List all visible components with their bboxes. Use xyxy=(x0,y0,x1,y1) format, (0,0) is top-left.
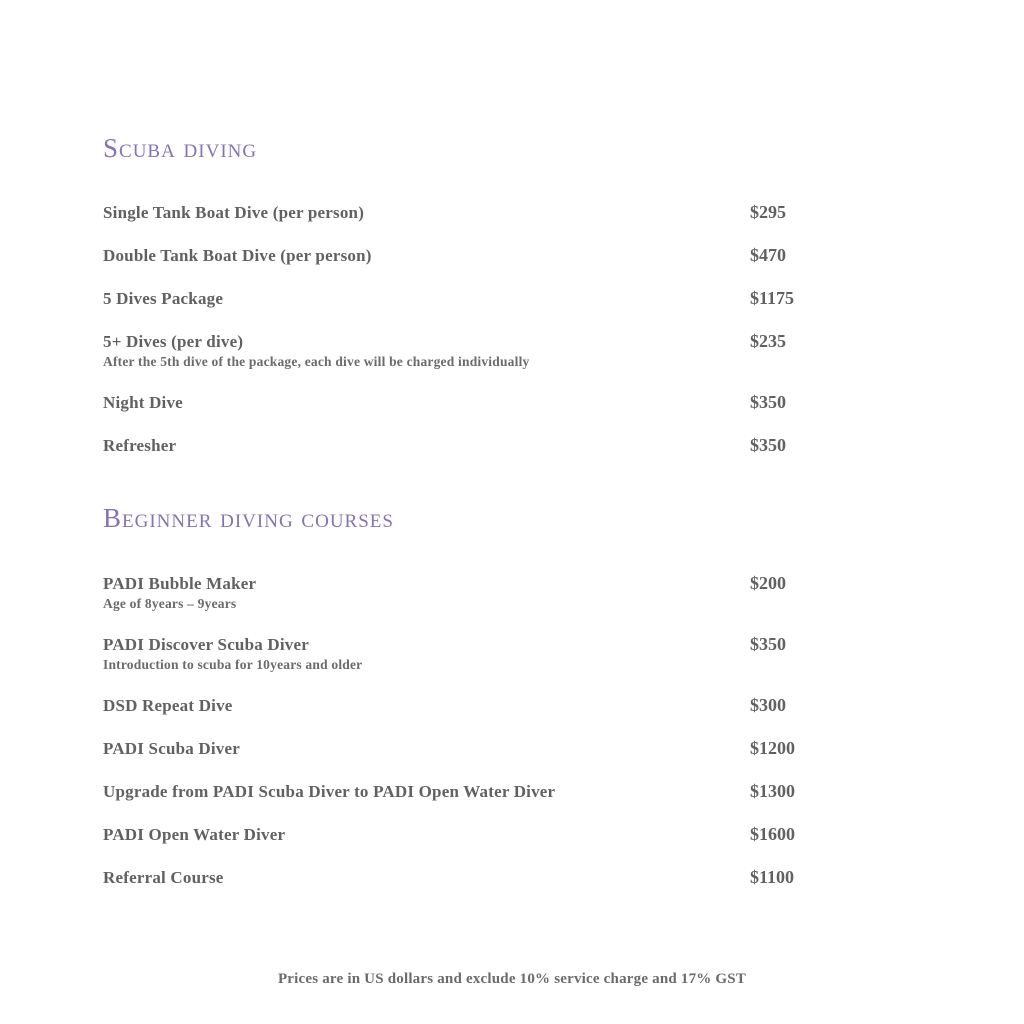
menu-item-row xyxy=(103,202,843,223)
item-name: 5 Dives Package xyxy=(103,289,224,309)
item-name-block xyxy=(103,435,750,456)
section-title-beginner-courses: Beginner diving courses xyxy=(103,503,394,534)
item-note: Introduction to scuba for 10years and older xyxy=(103,656,363,672)
menu-item-row xyxy=(103,781,843,802)
item-name-block xyxy=(103,331,750,370)
menu-item-row xyxy=(103,392,843,413)
item-name-block xyxy=(103,288,750,309)
item-name: Upgrade from PADI Scuba Diver to PADI Open Water Diver xyxy=(103,781,556,801)
item-note: Age of 8years – 9years xyxy=(103,595,237,611)
menu-item-row xyxy=(103,245,843,266)
item-name-block xyxy=(103,695,750,716)
item-name: DSD Repeat Dive xyxy=(103,695,233,715)
item-price: $350 xyxy=(750,633,786,654)
item-name: PADI Bubble Maker xyxy=(103,573,257,593)
item-price: $1100 xyxy=(750,866,795,887)
item-name: Refresher xyxy=(103,436,177,456)
item-name: PADI Open Water Diver xyxy=(103,824,286,844)
pricing-disclaimer: Prices are in US dollars and exclude 10% service charge and 17% GST xyxy=(277,971,747,987)
item-price: $295 xyxy=(750,202,786,223)
item-name: Night Dive xyxy=(103,393,183,413)
item-name: PADI Scuba Diver xyxy=(103,738,240,758)
item-name: PADI Discover Scuba Diver xyxy=(103,634,309,654)
item-price: $1300 xyxy=(750,780,795,801)
item-name: Double Tank Boat Dive (per person) xyxy=(103,246,372,266)
item-price: $470 xyxy=(750,245,786,266)
item-name-block xyxy=(103,573,750,612)
menu-item-row xyxy=(103,331,843,370)
section-beginner-courses xyxy=(103,502,843,887)
item-price: $200 xyxy=(750,572,786,593)
menu-item-row xyxy=(103,867,843,888)
menu-item-row xyxy=(103,634,843,673)
item-name-block xyxy=(103,781,750,802)
item-name-block xyxy=(103,824,750,845)
section-title-scuba-diving: Scuba diving xyxy=(103,133,258,163)
menu-item-row xyxy=(103,288,843,309)
item-name: Single Tank Boat Dive (per person) xyxy=(103,203,365,223)
menu-item-row xyxy=(103,695,843,716)
item-name-block xyxy=(103,634,750,673)
item-price: $1200 xyxy=(750,737,795,758)
item-name-block xyxy=(103,202,750,223)
item-price: $350 xyxy=(750,435,786,456)
item-price: $1600 xyxy=(750,823,795,844)
item-name-block xyxy=(103,867,750,888)
item-note: After the 5th dive of the package, each dive will be charged individually xyxy=(103,354,530,370)
section-scuba-diving xyxy=(103,132,843,456)
price-list-content xyxy=(103,132,843,910)
item-name-block xyxy=(103,738,750,759)
beginner-courses-items xyxy=(103,573,843,888)
item-name: 5+ Dives (per dive) xyxy=(103,332,244,352)
item-price: $350 xyxy=(750,392,786,413)
item-name-block xyxy=(103,245,750,266)
item-price: $1175 xyxy=(750,288,795,309)
item-name-block xyxy=(103,392,750,413)
scuba-diving-items xyxy=(103,202,843,456)
menu-item-row xyxy=(103,573,843,612)
item-name: Referral Course xyxy=(103,867,224,887)
item-price: $235 xyxy=(750,331,786,352)
menu-item-row xyxy=(103,435,843,456)
item-price: $300 xyxy=(750,694,786,715)
menu-item-row xyxy=(103,824,843,845)
menu-item-row xyxy=(103,738,843,759)
